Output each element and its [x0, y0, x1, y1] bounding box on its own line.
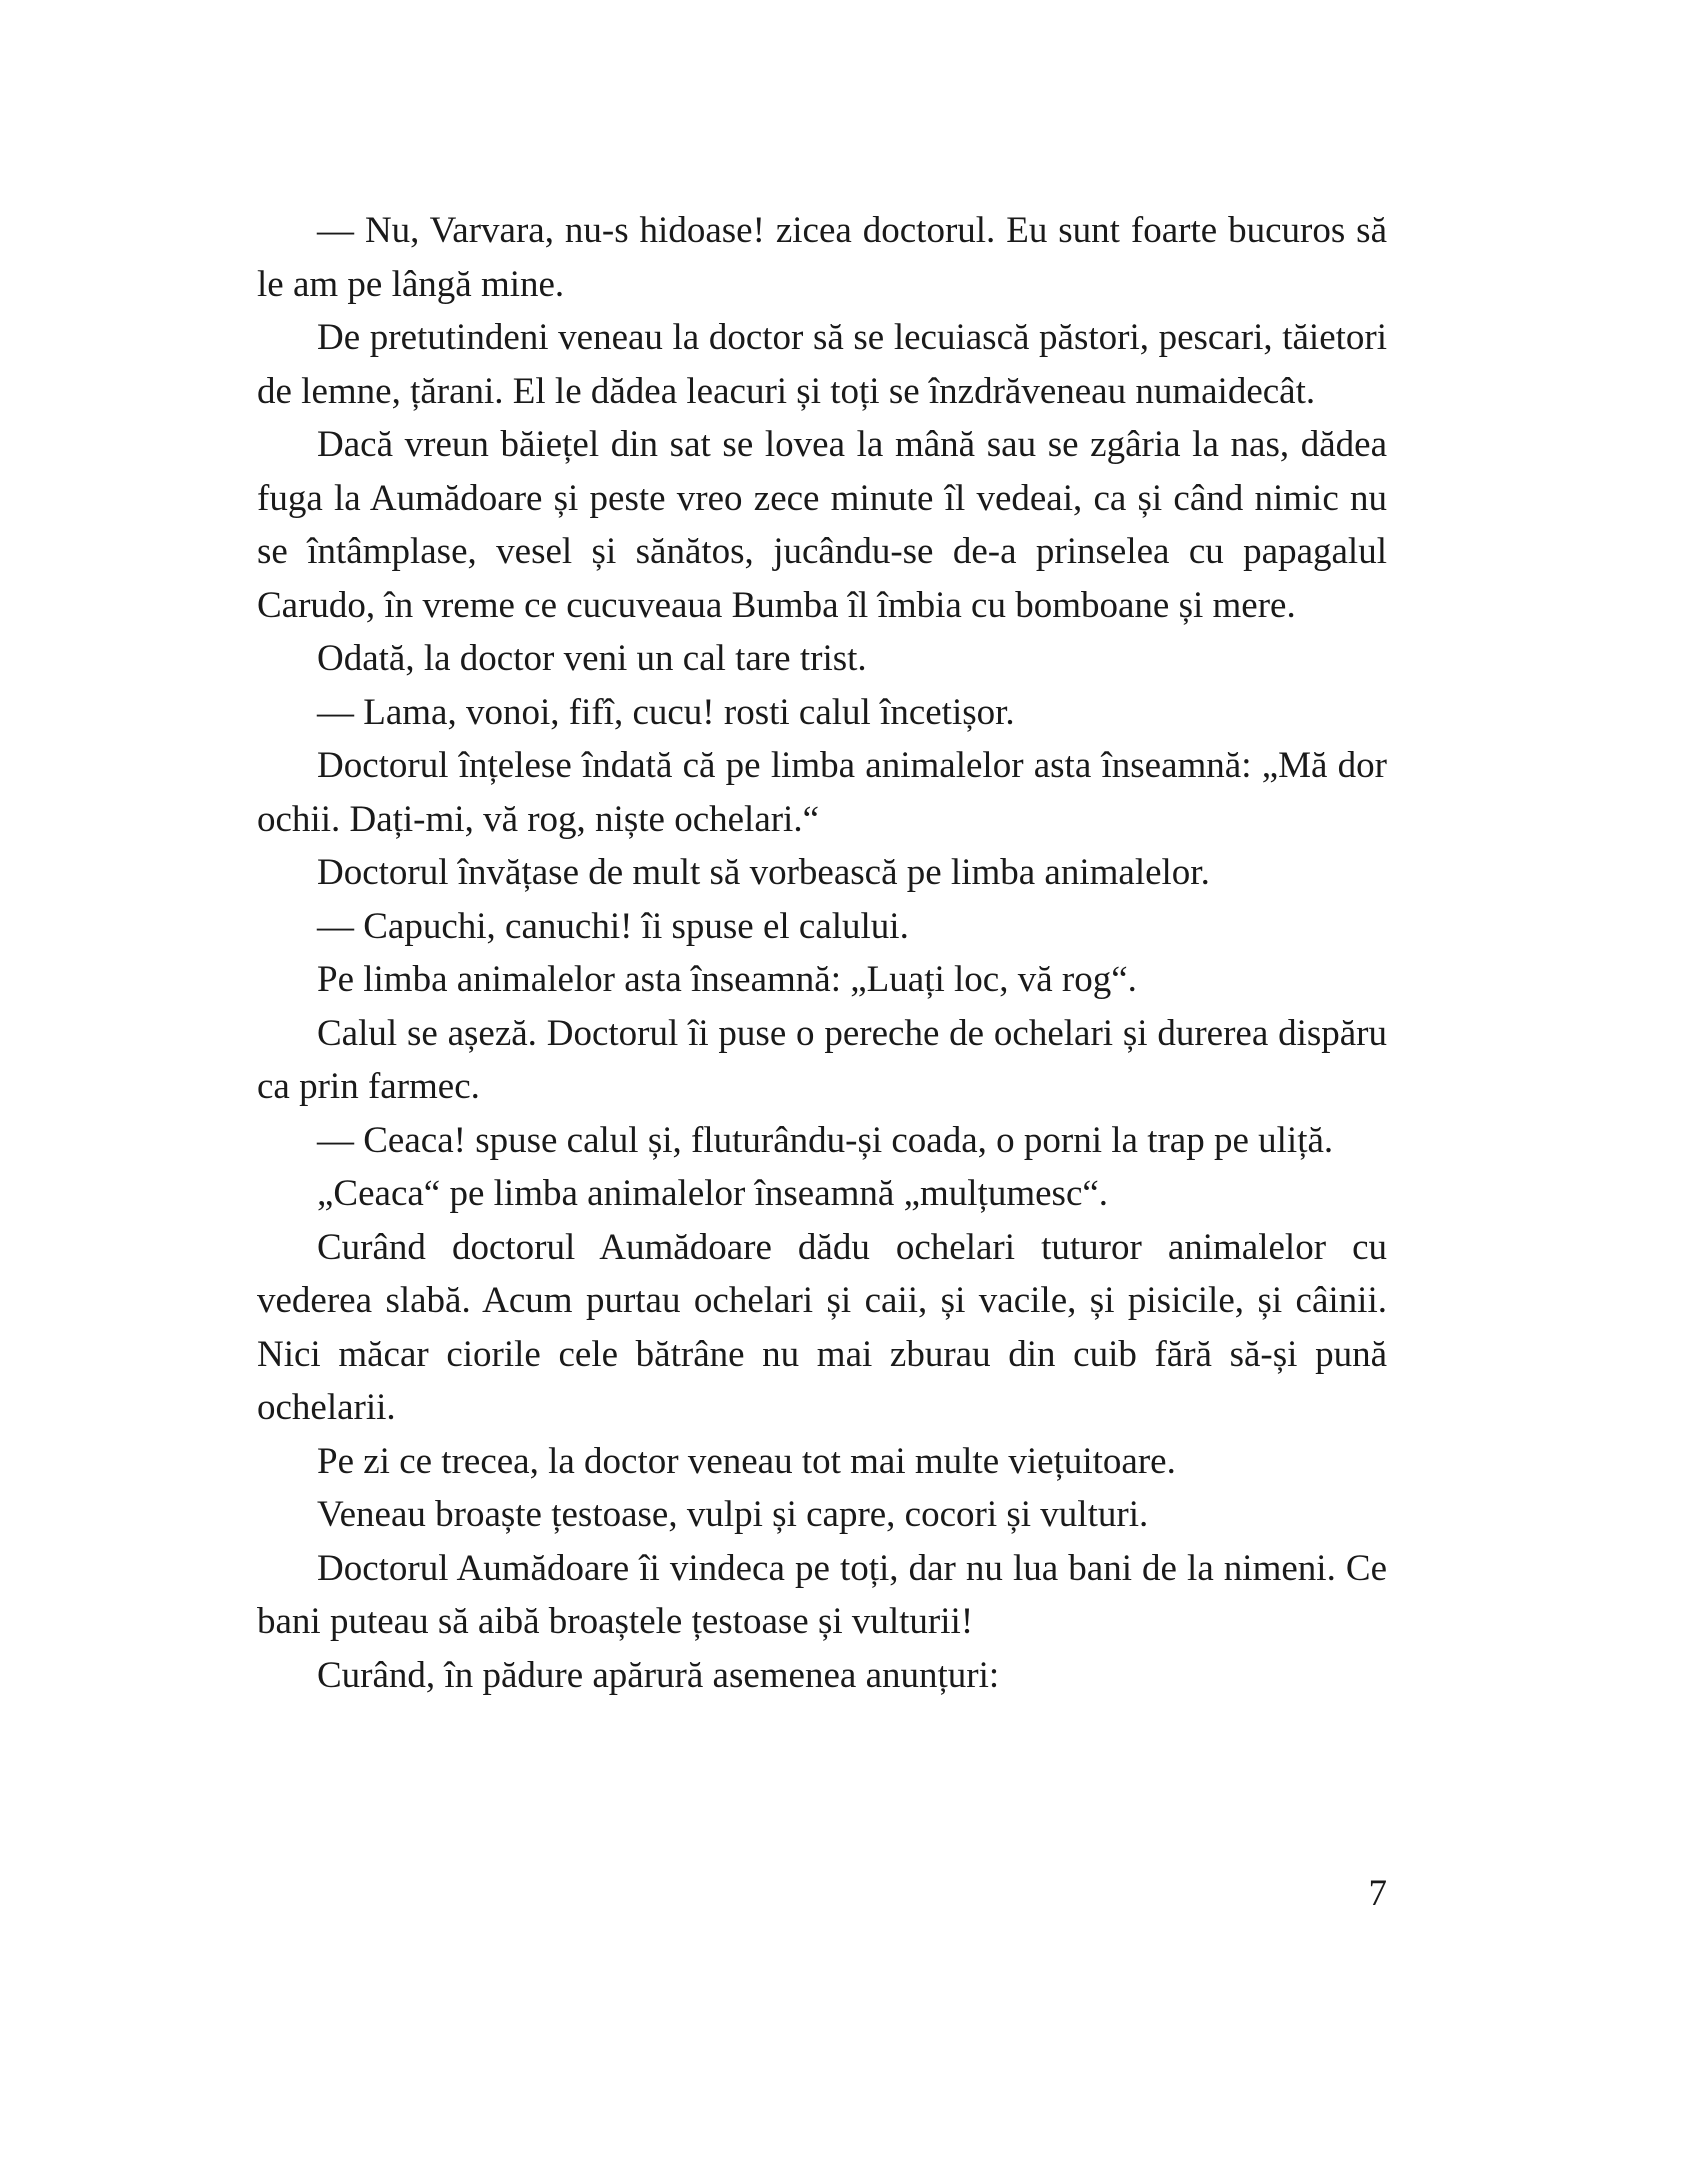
paragraph: — Ceaca! spuse calul și, fluturându-și coada, o porni la trap pe uliță.	[317, 1119, 1334, 1161]
paragraph: Dacă vreun băiețel din sat se lovea la mână sau se zgâria la nas, dădea fuga la Aumădoare și peste vreo zece minute îl vedeai, ca și când nimic nu se întâmplase, vesel și sănătos, jucându-se de-a prinselea cu papagalul Carudo, în vreme ce cucuveaua Bumba îl îmbia cu bomboane și mere.	[257, 424, 1387, 626]
paragraph: — Capuchi, canuchi! îi spuse el calului.	[317, 905, 909, 947]
paragraph: Doctorul Aumădoare îi vindeca pe toți, dar nu lua bani de la nimeni. Ce bani puteau să aibă broaștele țestoase și vulturii!	[257, 1547, 1387, 1642]
paragraph: De pretutindeni veneau la doctor să se lecuiască păstori, pescari, tăietori de lemne, țărani. El le dădea leacuri și toți se înzdrăveneau numaidecât.	[257, 317, 1387, 412]
paragraph: Curând doctorul Aumădoare dădu ochelari tuturor animalelor cu vederea slabă. Acum purtau ochelari și caii, și vacile, și pisicile, și câinii. Nici măcar ciorile cele bătrâne nu mai zburau din cuib fără să-și pună ochelarii.	[257, 1226, 1387, 1428]
paragraph: Pe limba animalelor asta înseamnă: „Luați loc, vă rog“.	[317, 959, 1137, 1000]
paragraph: Calul se așeză. Doctorul îi puse o pereche de ochelari și durerea dispăru ca prin farmec.	[257, 1012, 1387, 1107]
paragraph: „Ceaca“ pe limba animalelor înseamnă „mulțumesc“.	[317, 1173, 1109, 1214]
paragraph: Pe zi ce trecea, la doctor veneau tot mai multe viețuitoare.	[317, 1440, 1176, 1482]
paragraph: Curând, în pădure apărură asemenea anunțuri:	[317, 1654, 1000, 1696]
paragraph: Doctorul înțelese îndată că pe limba animalelor asta înseamnă: „Mă dor ochii. Dați-mi, vă rog, niște ochelari.“	[257, 745, 1387, 840]
paragraph: Doctorul învățase de mult să vorbească pe limba animalelor.	[317, 852, 1210, 893]
body-text	[257, 204, 1387, 1702]
paragraph: — Nu, Varvara, nu-s hidoase! zicea doctorul. Eu sunt foarte bucuros să le am pe lângă mine.	[257, 210, 1387, 305]
paragraph: Odată, la doctor veni un cal tare trist.	[317, 638, 867, 679]
paragraph: — Lama, vonoi, fifî, cucu! rosti calul încetișor.	[317, 691, 1015, 733]
page-number: 7	[1368, 1873, 1387, 1914]
paragraph: Veneau broaște țestoase, vulpi și capre, cocori și vulturi.	[317, 1494, 1149, 1535]
